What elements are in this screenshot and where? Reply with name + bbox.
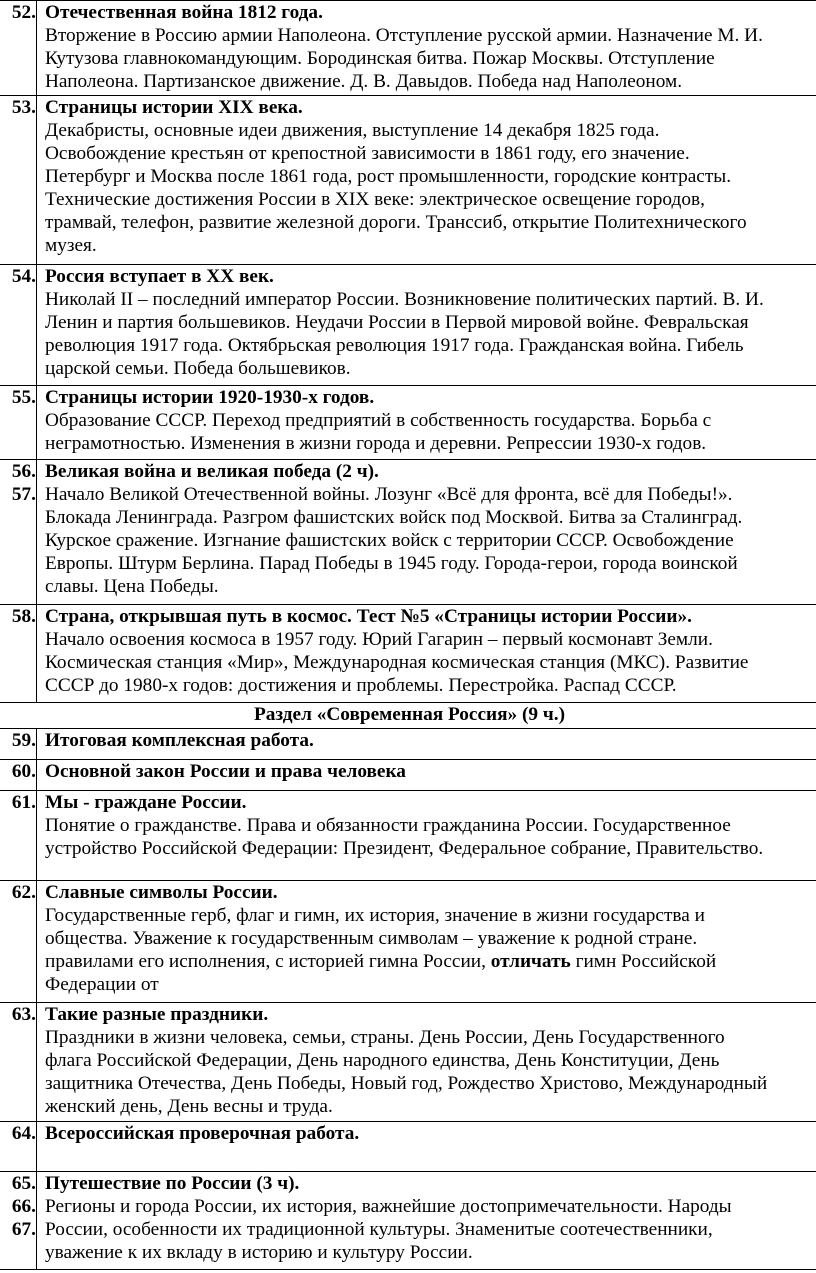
table-row (0, 1, 816, 96)
lesson-text-line: Вторжение в Россию армии Наполеона. Отступление русской армии. Назначение М. И. (45, 25, 763, 46)
lesson-text-line: Регионы и города России, их история, важнейшие достопримечательности. Народы (45, 1196, 732, 1217)
lesson-title: Страна, открывшая путь в космос. Тест №5 «Страницы истории России». (45, 606, 692, 627)
lesson-content (37, 1003, 816, 1122)
lesson-text-line: Федерации от (45, 974, 159, 995)
lesson-title: Страницы истории 1920-1930-х годов. (45, 387, 375, 408)
lesson-text-line: революция 1917 года. Октябрьская революция 1917 года. Гражданская война. Гибель (45, 335, 744, 356)
lesson-content (37, 760, 816, 791)
table-row (0, 1122, 816, 1172)
lesson-text-line: Кутузова главнокомандующим. Бородинская битва. Пожар Москвы. Отступление (45, 48, 715, 69)
lesson-number: 62. (0, 881, 37, 1003)
lesson-text-line: трамвай, телефон, развитие железной дороги. Транссиб, открытие Политехнического (45, 212, 747, 233)
lesson-number: 55. (0, 386, 37, 460)
lesson-text-line: Европы. Штурм Берлина. Парад Победы в 1945 году. Города-герои, города воинской (45, 553, 738, 574)
section-row (0, 703, 816, 729)
table-row (0, 460, 816, 605)
table-row (0, 760, 816, 791)
lesson-title: Отечественная война 1812 года. (45, 2, 323, 23)
lesson-text-line: флага Российской Федерации, День народного единства, День Конституции, День (45, 1050, 720, 1071)
lesson-title: Всероссийская проверочная работа. (45, 1123, 360, 1144)
lesson-text-line: Наполеона. Партизанское движение. Д. В. Давыдов. Победа над Наполеоном. (45, 71, 683, 92)
lesson-content (37, 729, 816, 760)
lesson-content (37, 265, 816, 386)
lesson-text-line: Блокада Ленинграда. Разгром фашистских войск под Москвой. Битва за Сталинград. (45, 507, 743, 528)
lesson-title: Россия вступает в XX век. (45, 266, 274, 287)
lesson-text-line: общества. Уважение к государственным символам – уважение к родной стране. (45, 928, 698, 949)
lesson-content (37, 1172, 816, 1270)
lesson-number: 63. (0, 1003, 37, 1122)
lesson-text-line: защитника Отечества, День Победы, Новый год, Рождество Христово, Международный (45, 1073, 768, 1094)
lesson-content (37, 791, 816, 881)
table-row (0, 96, 816, 265)
lesson-text-line: славы. Цена Победы. (45, 576, 219, 597)
lesson-text-line: России, особенности их традиционной культуры. Знаменитые соотечественники, (45, 1219, 713, 1240)
lesson-title: Путешествие по России (3 ч). (45, 1173, 300, 1194)
lesson-number: 58. (0, 605, 37, 703)
lesson-content (37, 1122, 816, 1172)
lesson-number: 59. (0, 729, 37, 760)
lesson-number: 64. (0, 1122, 37, 1172)
lesson-text-line: неграмотностью. Изменения в жизни города и деревни. Репрессии 1930-х годов. (45, 433, 707, 454)
bold-word: отличать (490, 951, 571, 972)
lesson-text-line: СССР до 1980-х годов: достижения и проблемы. Перестройка. Распад СССР. (45, 675, 677, 696)
table-row (0, 881, 816, 1003)
lesson-text-line: Космическая станция «Мир», Международная космическая станция (МКС). Развитие (45, 652, 749, 673)
lesson-text-line: Николай II – последний император России. Возникновение политических партий. В. И. (45, 289, 764, 310)
lesson-title: Мы - граждане России. (45, 792, 247, 813)
lesson-text-line: устройство Российской Федерации: Президент, Федеральное собрание, Правительство. (45, 838, 764, 859)
table-row (0, 791, 816, 881)
lesson-title: Великая война и великая победа (2 ч). (45, 461, 379, 482)
section-title: Раздел «Современная Россия» (9 ч.) (0, 703, 816, 729)
lesson-content (37, 881, 816, 1003)
lesson-text-line: Праздники в жизни человека, семьи, страны. День России, День Государственного (45, 1027, 725, 1048)
lesson-number: 53. (0, 96, 37, 265)
table-row (0, 605, 816, 703)
lesson-title: Основной закон России и права человека (45, 761, 406, 782)
lesson-number: 52. (0, 1, 37, 96)
lesson-number: 61. (0, 791, 37, 881)
lesson-title: Страницы истории XIX века. (45, 97, 303, 118)
table-row (0, 265, 816, 386)
lesson-text-line: Образование СССР. Переход предприятий в собственность государства. Борьба с (45, 410, 712, 431)
lesson-text-line: правилами его исполнения, с историей гимна России, отличать гимн Российской (45, 951, 717, 972)
lesson-text-line: Понятие о гражданстве. Права и обязанности гражданина России. Государственное (45, 815, 731, 836)
table-row (0, 1172, 816, 1270)
lesson-content (37, 96, 816, 265)
lesson-content (37, 386, 816, 460)
lesson-text-line: Начало освоения космоса в 1957 году. Юрий Гагарин – первый космонавт Земли. (45, 629, 713, 650)
lesson-title: Такие разные праздники. (45, 1004, 269, 1025)
lesson-text-line: Технические достижения России в XIX веке: электрическое освещение городов, (45, 189, 705, 210)
lesson-text-line: Начало Великой Отечественной войны. Лозунг «Всё для фронта, всё для Победы!». (45, 484, 733, 505)
lesson-text-line: музея. (45, 235, 97, 256)
lesson-number: 60. (0, 760, 37, 791)
table-row (0, 386, 816, 460)
lesson-text-line: Ленин и партия большевиков. Неудачи России в Первой мировой войне. Февральская (45, 312, 749, 333)
lesson-text-line: женский день, День весны и труда. (45, 1096, 333, 1117)
lesson-number: 65. 66. 67. (0, 1172, 37, 1270)
lesson-content (37, 605, 816, 703)
lesson-content (37, 1, 816, 96)
lesson-text-line: Государственные герб, флаг и гимн, их история, значение в жизни государства и (45, 905, 705, 926)
lesson-text-line: Петербург и Москва после 1861 года, рост промышленности, городские контрасты. (45, 166, 732, 187)
lesson-text-line: царской семьи. Победа большевиков. (45, 358, 351, 379)
lesson-title: Итоговая комплексная работа. (45, 730, 314, 751)
lesson-number: 56. 57. (0, 460, 37, 605)
table-row (0, 729, 816, 760)
lesson-text-line: Освобождение крестьян от крепостной зависимости в 1861 году, его значение. (45, 143, 690, 164)
lesson-text-line: уважение к их вкладу в историю и культуру России. (45, 1242, 473, 1263)
lesson-content (37, 460, 816, 605)
lesson-number: 54. (0, 265, 37, 386)
lesson-text-line: Декабристы, основные идеи движения, выступление 14 декабря 1825 года. (45, 120, 660, 141)
table-row (0, 1003, 816, 1122)
lesson-text-line: Курское сражение. Изгнание фашистских войск с территории СССР. Освобождение (45, 530, 734, 551)
lesson-title: Славные символы России. (45, 882, 278, 903)
